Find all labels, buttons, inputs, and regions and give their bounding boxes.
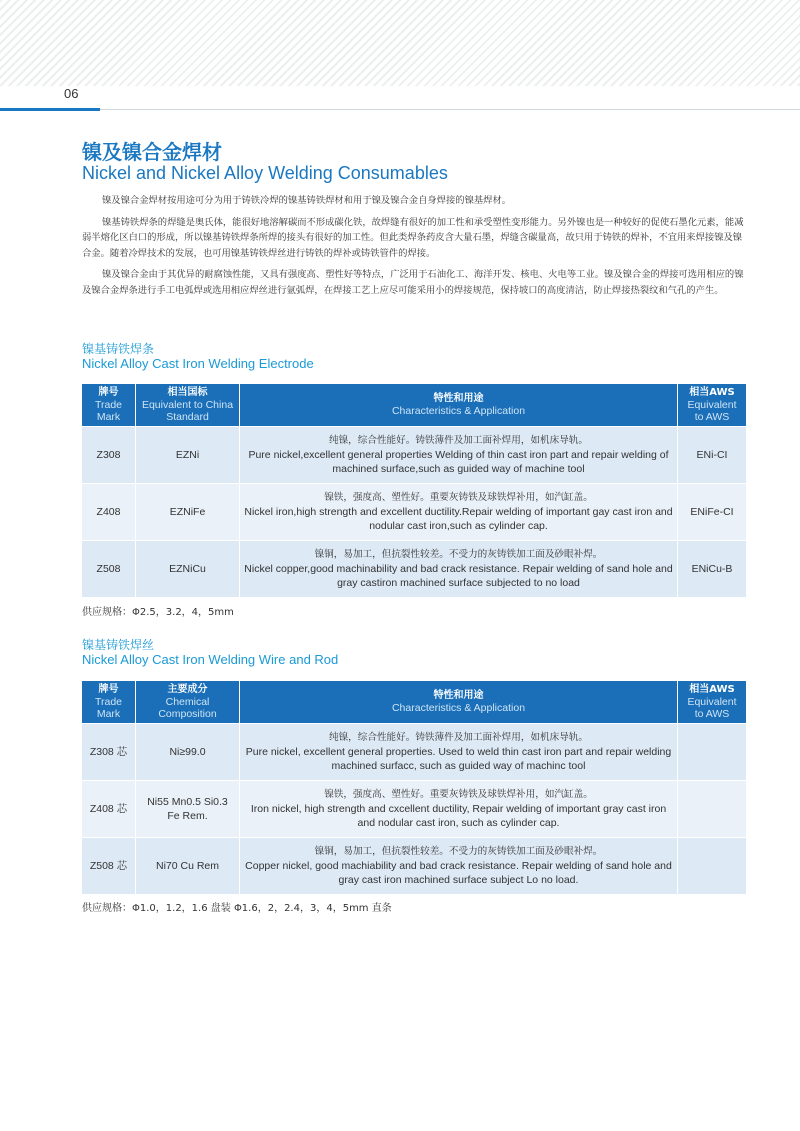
header-characteristics: 特性和用途 Characteristics & Application	[240, 681, 678, 723]
table-row	[82, 540, 746, 597]
wire-supply-spec: 供应规格：Φ1.0，1.2，1.6 盘装 Φ1.6，2，2.4，3，4，5mm 直条	[82, 903, 392, 914]
wire-section-title-cn: 镍基铸铁焊丝	[82, 638, 155, 652]
intro-text	[82, 193, 748, 304]
trade-mark-cell: Z508 芯	[82, 837, 136, 894]
electrode-section-title-en: Nickel Alloy Cast Iron Welding Electrode	[82, 356, 314, 371]
aws-cell: ENiCu-B	[678, 540, 746, 597]
characteristics-cell: 镍铜，易加工，但抗裂性较差。不受力的灰铸铁加工面及砂眼补焊。 Copper nickel, good machiability and bad crack resistance. Repair welding of sand hole and gray cast iron machined surface subject Lo no load.	[240, 837, 678, 894]
page-title-cn: 镍及镍合金焊材	[82, 140, 222, 164]
intro-paragraph: 镍及镍合金由于其优异的耐腐蚀性能，又具有强度高、塑性好等特点，广泛用于石油化工、海洋开发、核电、火电等工业。镍及镍合金的焊接可选用相应的镍及镍合金焊条进行手工电弧焊或选用相应焊丝进行氩弧焊，在焊接工艺上应尽可能采用小的焊接规范，保持坡口的高度清洁，防止焊接热裂纹和气孔的产生。	[82, 269, 744, 296]
table-header-row	[82, 384, 746, 426]
table-header-row	[82, 681, 746, 723]
standard-cell: EZNiFe	[136, 483, 240, 540]
header-pattern	[0, 0, 800, 86]
characteristics-cell: 纯镍，综合性能好。铸铁薄件及加工面补焊用，如机床导轨。 Pure nickel, excellent general properties. Used to weld thin cast iron part and repair welding machined surfacc, such as guided way of machinc tool	[240, 723, 678, 780]
trade-mark-cell: Z408	[82, 483, 136, 540]
header-trade-mark: 牌号 Trade Mark	[82, 681, 136, 723]
characteristics-cell: 镍铁，强度高、塑性好。重要灰铸铁及球铁焊补用，如汽缸盖。 Nickel iron,high strength and excellent ductility.Repair welding of important gay cast iron and nodular cast iron,such as cylinder cap.	[240, 483, 678, 540]
header-trade-mark: 牌号 Trade Mark	[82, 384, 136, 426]
header-rule-accent	[0, 108, 100, 111]
aws-cell	[678, 723, 746, 780]
table-row	[82, 780, 746, 837]
composition-cell: Ni≥99.0	[136, 723, 240, 780]
composition-cell: Ni55 Mn0.5 Si0.3 Fe Rem.	[136, 780, 240, 837]
header-equivalent-aws: 相当AWS Equivalent to AWS	[678, 384, 746, 426]
characteristics-cell: 纯镍，综合性能好。铸铁薄件及加工面补焊用，如机床导轨。 Pure nickel,excellent general properties Welding of thin cast iron part and repair welding of machined surface,such as guided way of machine tool	[240, 426, 678, 483]
electrode-section-title-cn: 镍基铸铁焊条	[82, 342, 155, 356]
characteristics-cell: 镍铜，易加工，但抗裂性较差。不受力的灰铸铁加工面及砂眼补焊。 Nickel copper,good machinability and bad crack resistance. Repair welding of sand hole and gray castiron machined surface subjected to no load	[240, 540, 678, 597]
trade-mark-cell: Z308	[82, 426, 136, 483]
header-rule	[100, 109, 800, 110]
trade-mark-cell: Z408 芯	[82, 780, 136, 837]
trade-mark-cell: Z308 芯	[82, 723, 136, 780]
header-equivalent-standard: 相当国标 Equivalent to China Standard	[136, 384, 240, 426]
table-row	[82, 426, 746, 483]
intro-paragraph: 镍及镍合金焊材按用途可分为用于铸铁冷焊的镍基铸铁焊材和用于镍及镍合金自身焊接的镍基焊材。	[102, 195, 512, 206]
page-title-en: Nickel and Nickel Alloy Welding Consumables	[82, 163, 448, 183]
trade-mark-cell: Z508	[82, 540, 136, 597]
standard-cell: EZNi	[136, 426, 240, 483]
intro-paragraph: 镍基铸铁焊条的焊缝是奥氏体，能很好地溶解碳而不形成碳化铁，故焊缝有很好的加工性和承受塑性变形能力。另外镍也是一种较好的促使石墨化元素，能减弱半熔化区白口的形成，所以镍基铸铁焊条所焊的接头有很好的加工性。但此类焊条药皮含大量石墨，焊缝含碳量高，故只用于铸铁的焊补，不宜用来焊接镍及镍合金。随着冷焊技术的发展，也可用镍基铸铁焊丝进行铸铁的焊补或铸铁管件的焊接。	[82, 216, 744, 259]
header-equivalent-aws: 相当AWS Equivalent to AWS	[678, 681, 746, 723]
page-number: 06	[64, 86, 79, 101]
composition-cell: Ni70 Cu Rem	[136, 837, 240, 894]
aws-cell: ENi-CI	[678, 426, 746, 483]
aws-cell	[678, 780, 746, 837]
aws-cell	[678, 837, 746, 894]
wire-table	[82, 681, 746, 894]
wire-section-title-en: Nickel Alloy Cast Iron Welding Wire and Rod	[82, 652, 339, 667]
electrode-table	[82, 384, 746, 597]
table-row	[82, 837, 746, 894]
standard-cell: EZNiCu	[136, 540, 240, 597]
electrode-supply-spec: 供应规格：Φ2.5，3.2，4，5mm	[82, 607, 234, 618]
header-chemical-composition: 主要成分 Chemical Composition	[136, 681, 240, 723]
aws-cell: ENiFe-CI	[678, 483, 746, 540]
table-row	[82, 483, 746, 540]
characteristics-cell: 镍铁，强度高、塑性好。重要灰铸铁及球铁焊补用，如汽缸盖。 Iron nickel, high strength and cxcellent ductility, Repair welding of important gray cast iron and nodular cast iron, such as cylinder cap.	[240, 780, 678, 837]
header-characteristics: 特性和用途 Characteristics & Application	[240, 384, 678, 426]
table-row	[82, 723, 746, 780]
